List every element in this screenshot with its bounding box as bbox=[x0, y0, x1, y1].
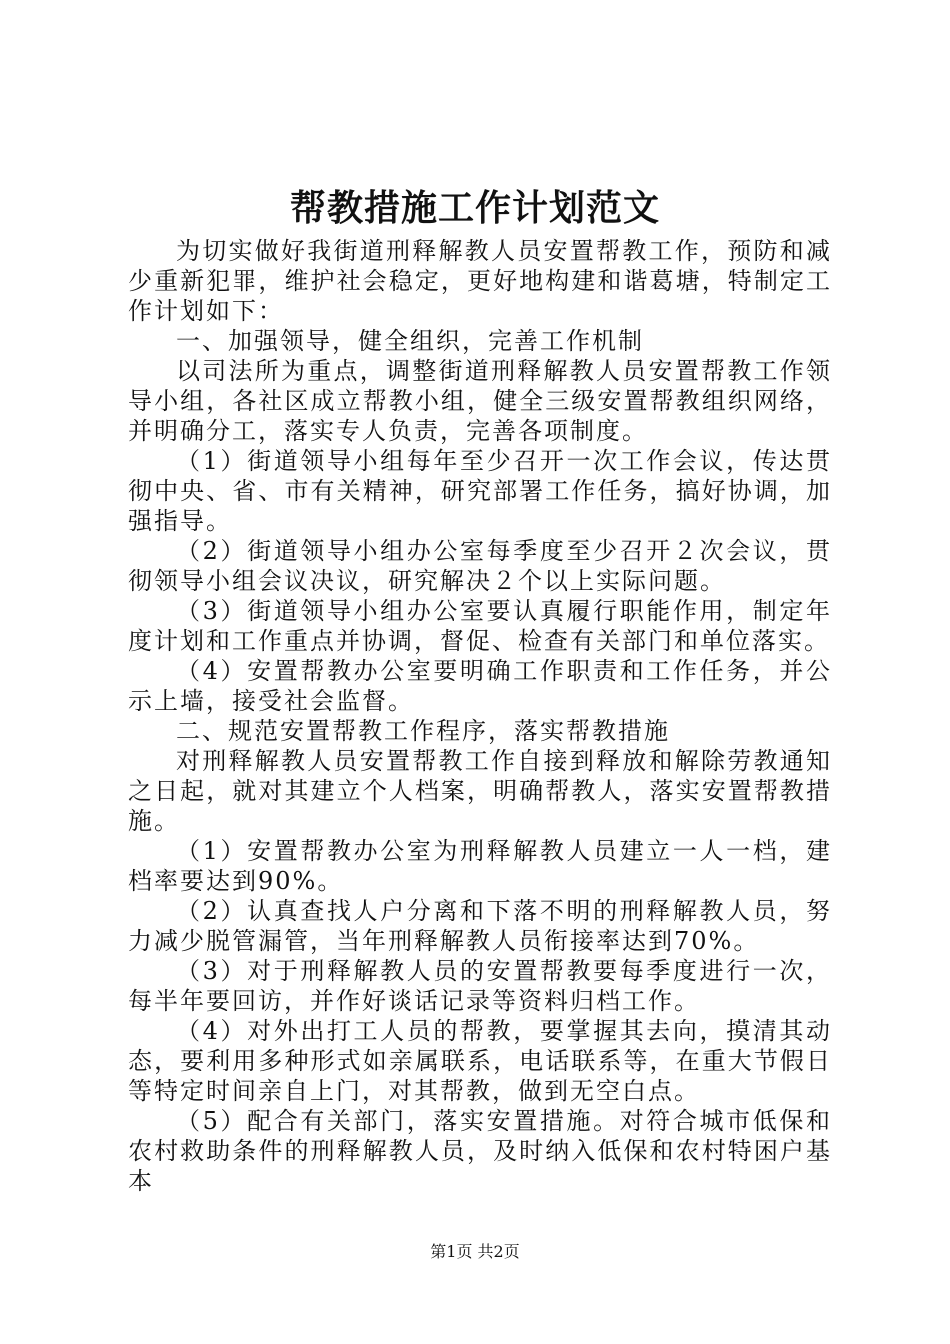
page-footer: 第1页 共2页 bbox=[430, 1242, 520, 1261]
list-item: （3）街道领导小组办公室要认真履行职能作用，制定年度计划和工作重点并协调，督促、检查有关部门和单位落实。 bbox=[128, 597, 832, 655]
document-body bbox=[128, 236, 832, 1196]
section-heading-1: 一、加强领导，健全组织，完善工作机制 bbox=[176, 327, 644, 355]
list-item: （2）街道领导小组办公室每季度至少召开２次会议，贯彻领导小组会议决议，研究解决２个以上实际问题。 bbox=[128, 537, 832, 595]
document-title: 帮教措施工作计划范文 bbox=[289, 187, 660, 229]
list-item: （2）认真查找人户分离和下落不明的刑释解教人员，努力减少脱管漏管，当年刑释解教人员衔接率达到70%。 bbox=[128, 897, 832, 955]
list-item: （1）街道领导小组每年至少召开一次工作会议，传达贯彻中央、省、市有关精神，研究部署工作任务，搞好协调，加强指导。 bbox=[128, 447, 832, 535]
list-item: （4）安置帮教办公室要明确工作职责和工作任务，并公示上墙，接受社会监督。 bbox=[128, 657, 832, 715]
paragraph: 对刑释解教人员安置帮教工作自接到释放和解除劳教通知之日起，就对其建立个人档案，明确帮教人，落实安置帮教措施。 bbox=[128, 747, 832, 835]
section-heading-2: 二、规范安置帮教工作程序，落实帮教措施 bbox=[176, 717, 670, 745]
list-item: （4）对外出打工人员的帮教，要掌握其去向，摸清其动态，要利用多种形式如亲属联系，电话联系等，在重大节假日等特定时间亲自上门，对其帮教，做到无空白点。 bbox=[128, 1017, 832, 1105]
list-item: （5）配合有关部门，落实安置措施。对符合城市低保和农村救助条件的刑释解教人员，及时纳入低保和农村特困户基本 bbox=[128, 1107, 832, 1195]
list-item: （1）安置帮教办公室为刑释解教人员建立一人一档，建档率要达到90%。 bbox=[128, 837, 832, 895]
list-item: （3）对于刑释解教人员的安置帮教要每季度进行一次，每半年要回访，并作好谈话记录等资料归档工作。 bbox=[128, 957, 832, 1015]
paragraph: 以司法所为重点，调整街道刑释解教人员安置帮教工作领导小组，各社区成立帮教小组，健全三级安置帮教组织网络，并明确分工，落实专人负责，完善各项制度。 bbox=[128, 357, 832, 445]
paragraph-intro: 为切实做好我街道刑释解教人员安置帮教工作，预防和减少重新犯罪，维护社会稳定，更好地构建和谐葛塘，特制定工作计划如下： bbox=[128, 237, 832, 325]
